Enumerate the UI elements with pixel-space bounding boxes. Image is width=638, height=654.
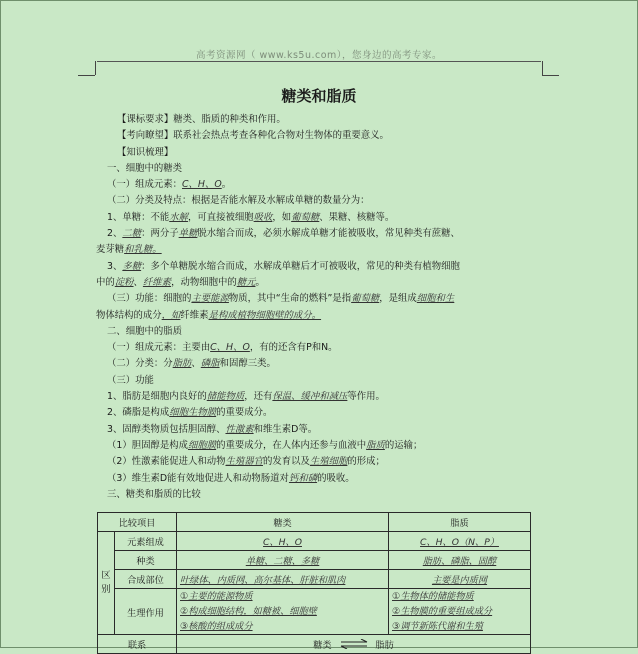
text-segment: 和固醇三类。 [219,358,276,370]
key-term: 纤维素 [142,276,172,288]
header-rule [97,61,541,62]
text-segment: 麦芽糖 [96,244,125,256]
comparison-table [97,512,531,654]
text-line [96,145,546,161]
function-item: ①生物体的储能物质 [392,591,474,602]
text-segment: 一、细胞中的糖类 [107,162,183,174]
text-line [96,275,546,291]
key-term: 葡萄糖 [351,293,380,305]
text-line [96,356,546,372]
text-segment: 【知识梳理】 [117,146,174,158]
text-segment: （2）性激素能促进人和动物 [107,456,226,468]
key-term: 生殖细胞 [309,456,348,468]
key-term: 和乳糖。 [124,244,162,256]
text-segment: （一）组成元素： [107,179,183,191]
key-term: 储能物质 [206,391,245,403]
key-term: 淀粉 [114,276,134,288]
row-label: 种类 [115,551,177,570]
key-term: 脂质 [366,439,385,451]
text-segment: （二）分类及特点：根据是否能水解及水解成单糖的数量分为： [107,195,370,207]
group-label: 区别 [98,532,115,635]
text-segment: 1、脂肪是细胞内良好的 [107,391,207,403]
text-segment: 2、 [107,228,123,240]
function-item: ②生物膜的重要组成成分 [392,606,493,617]
text-line [96,193,546,209]
text-segment: 2、磷脂是构成 [107,407,170,419]
key-term: 磷脂 [200,358,220,370]
cell-sugar [177,589,389,635]
text-segment: （1）胆固醇是构成 [107,439,188,451]
text-segment: 的吸收。 [317,472,355,484]
text-segment: 【考向瞭望】联系社会热点考查各种化合物对生物体的重要意义。 [117,130,389,142]
text-segment: （二）分类：分 [107,358,173,370]
text-segment: 。 [255,276,265,288]
key-term: 生殖器官 [225,456,263,468]
cell-lipid: 主要是内质网 [389,570,531,589]
text-line [96,438,546,454]
function-item: ③调节新陈代谢和生殖 [392,621,483,632]
text-segment: ：两分子 [141,228,179,240]
function-item: ②构成细胞结构，如糖被、细胞壁 [180,606,317,617]
key-term: 吸收 [253,211,273,223]
text-segment: 的形成； [347,456,385,468]
key-term: C、H、O [182,179,222,191]
text-line [96,128,546,144]
key-term: 性激素 [225,423,254,435]
text-line [96,259,546,275]
text-segment: 纤维素 [180,309,209,321]
function-item: ①主要的能源物质 [180,591,253,602]
row-label: 生理作用 [115,589,177,635]
table-row [98,635,531,654]
crop-mark-left-h [78,75,95,76]
key-term: 糖元 [236,276,256,288]
key-term: 水解 [169,211,188,223]
document-title: 糖类和脂质 [281,87,357,105]
text-line [96,112,546,128]
link-left: 糖类 [313,639,332,651]
text-segment: ，有的还含有P和N。 [249,342,338,354]
key-term: 保温、缓冲和减压 [272,391,348,403]
text-segment: 3、固醇类物质包括胆固醇、 [107,423,226,435]
text-line [96,242,546,258]
text-segment: 的运输； [384,439,423,451]
crop-mark-right-h [542,75,559,76]
text-segment: 的重要成分。 [216,407,273,419]
text-line [96,308,546,324]
table-header-sugar: 糖类 [177,513,389,532]
cell-sugar: 单糖、二糖、多糖 [177,551,389,570]
text-line [96,340,546,356]
cell-sugar: C、H、O [177,532,389,551]
text-segment: 和维生素D等。 [253,423,318,435]
text-line [96,389,546,405]
document-body [96,112,546,503]
text-line [96,226,546,242]
text-segment: ，动物细胞中的 [171,276,237,288]
link-right: 脂肪 [375,639,394,651]
key-term: 主要能源 [191,293,229,305]
text-segment: 的发育以及 [262,456,310,468]
key-term: ，如 [161,309,181,321]
cell-lipid: 脂肪、磷脂、固醇 [389,551,531,570]
text-segment: 、 [191,358,201,370]
text-line [96,291,546,307]
text-line [96,405,546,421]
table-header-item: 比较项目 [98,513,177,532]
key-term: 葡萄糖 [291,211,320,223]
text-segment: 。 [221,179,232,191]
key-term: C、H、O [210,342,250,354]
table-row [98,532,531,551]
text-segment: 的重要成分，在人体内还参与血液中 [216,439,367,451]
text-segment: 【课标要求】糖类、脂质的种类和作用。 [117,114,286,125]
text-segment: 、果糖、核糖等。 [319,211,395,223]
text-segment: （3）维生素D能有效地促进人和动物肠道对 [107,472,289,484]
key-term: 细胞和生 [416,293,455,305]
row-label: 元素组成 [115,532,177,551]
text-segment: 脱水缩合而成，必须水解成单糖才能被吸收，常见种类有蔗糖、 [197,228,460,240]
cell-lipid: C、H、O（N、P） [389,532,531,551]
text-segment: ，可直接被细胞 [187,211,254,223]
text-segment: 1、单糖：不能 [107,211,170,223]
crop-mark-left [81,61,96,75]
row-label: 合成部位 [115,570,177,589]
text-line [96,161,546,177]
table-row [98,570,531,589]
text-segment: 3、 [107,260,123,272]
text-segment: 中的 [96,276,115,288]
text-line [96,373,546,389]
text-line [96,210,546,226]
text-segment: 物质，其中“生命的燃料”是指 [228,293,352,305]
text-segment: ，还有 [244,391,273,403]
link-cell [177,635,531,654]
key-term: 二糖 [122,228,142,240]
text-segment: ：多个单糖脱水缩合而成，水解成单糖后才可被吸收，常见的种类有植物细胞 [141,260,460,272]
double-arrow-icon [339,639,369,652]
key-term: 脂肪 [172,358,192,370]
text-segment: 二、细胞中的脂质 [107,325,183,337]
text-line [96,177,546,193]
key-term: 多糖 [122,260,142,272]
text-segment: 物体结构的成分 [96,309,162,321]
key-term: 单糖 [178,228,198,240]
row-label: 联系 [98,635,177,654]
text-segment: ，如 [272,211,292,223]
text-line [96,454,546,470]
table-row [98,589,531,635]
page-header: 高考资源网（ www.ks5u.com），您身边的高考专家。 [195,50,443,61]
text-line [96,471,546,487]
cell-lipid [389,589,531,635]
table-row [98,551,531,570]
key-term: 钙和磷 [288,472,318,484]
text-segment: ，是组成 [379,293,417,305]
text-segment: （一）组成元素：主要由 [107,342,211,354]
text-line [96,324,546,340]
table-row [98,513,531,532]
text-line [96,487,546,503]
cell-sugar: 叶绿体、内质网、高尔基体、肝脏和肌肉 [177,570,389,589]
text-segment: （三）功能 [107,374,154,386]
text-segment: 、 [133,276,143,288]
key-term: 细胞膜 [187,439,217,451]
key-term: 细胞生物膜 [169,407,217,419]
text-segment: （三）功能：细胞的 [107,293,192,305]
key-term: 是构成植物细胞壁的成分。 [208,309,322,321]
text-line [96,422,546,438]
text-segment: 等作用。 [347,391,385,403]
crop-mark-right [542,61,557,75]
function-item: ③核酸的组成成分 [180,621,253,632]
table-header-lipid: 脂质 [389,513,531,532]
text-segment: 三、糖类和脂质的比较 [107,488,201,500]
